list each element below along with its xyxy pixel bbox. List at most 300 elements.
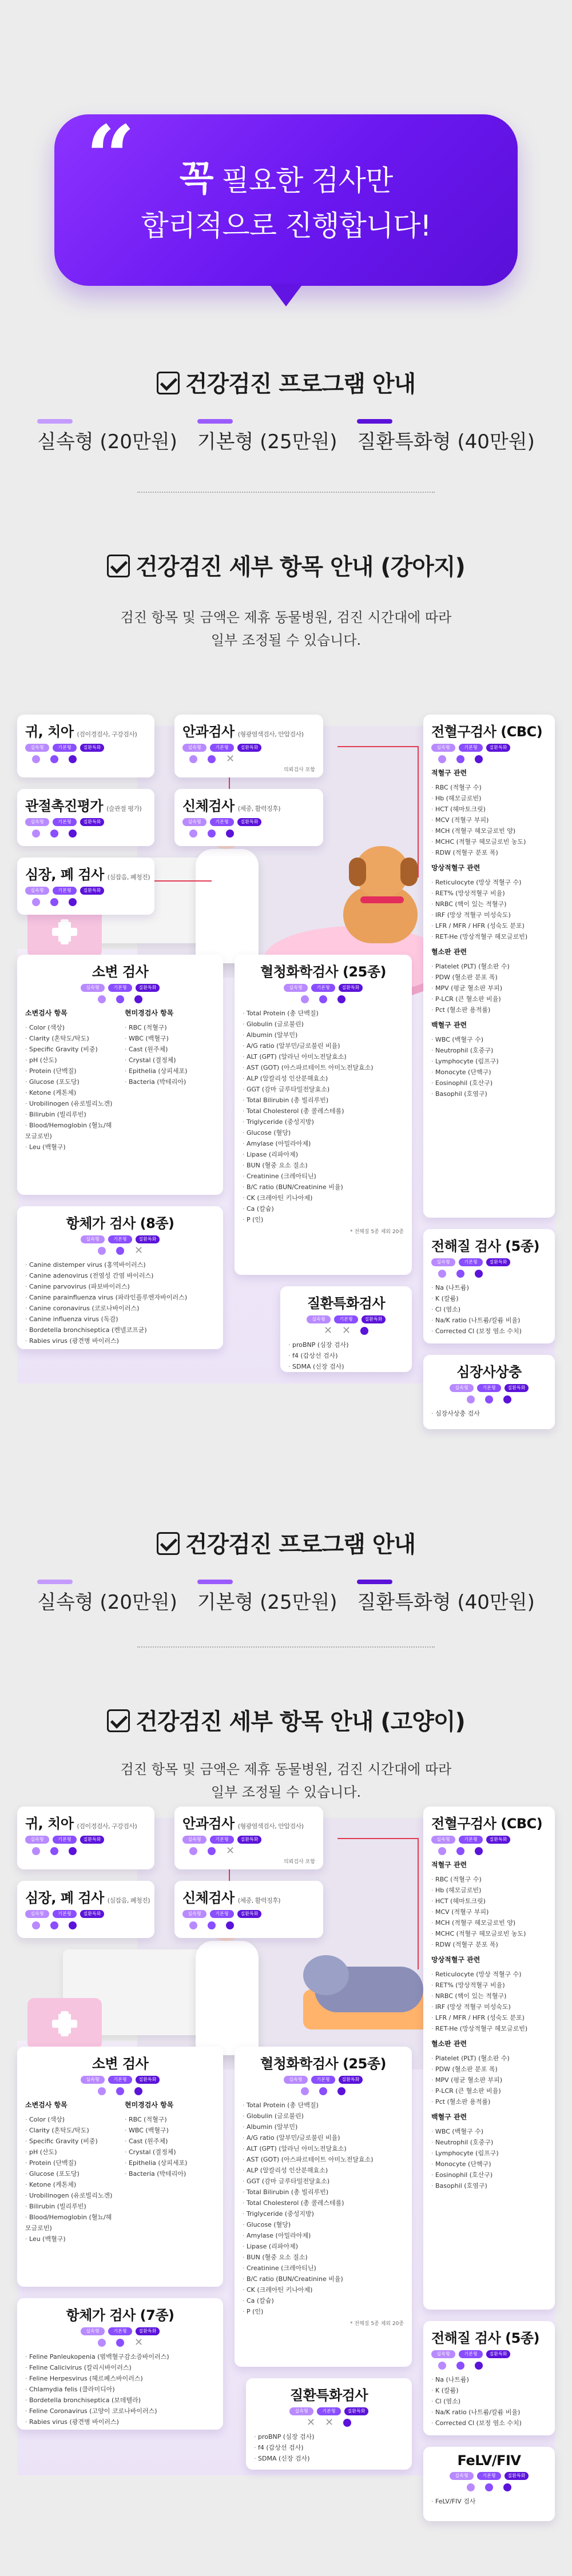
pill-special: 질환특화 (237, 1836, 261, 1844)
pill-special: 질환특화 (237, 818, 261, 826)
list-item: · Total Protein (총 단백질) (243, 2100, 404, 2111)
check-dot (226, 830, 234, 838)
list-item: · Feline Coronavirus (고양이 코로나바이러스) (25, 2406, 215, 2417)
list-item: · Na (나트륨) (431, 2374, 547, 2385)
pill-basic: 실속형 (182, 1910, 206, 1918)
checkbox-icon (107, 1709, 130, 1732)
list-item: · LFR / MFR / HFR (성숙도 분포) (431, 920, 547, 931)
list-item: · RET-He (망상적혈구 헤모글로빈) (431, 2023, 547, 2034)
card-antibody (17, 1206, 223, 1349)
check-dot (32, 830, 40, 838)
check-dot (208, 755, 216, 763)
pill-basic: 실속형 (25, 887, 49, 895)
pill-standard: 기본형 (210, 1910, 234, 1918)
list-item: · Neutrophil (호중구) (431, 2137, 547, 2148)
connector-line (418, 1838, 419, 1969)
optional-tag: 의뢰검사 포함 (283, 767, 315, 773)
pill-special: 질환특화 (136, 1235, 160, 1243)
checkbox-icon (157, 372, 180, 394)
list-item: · 심장사상충 검사 (431, 1408, 547, 1419)
check-dot (32, 1921, 40, 1929)
dog-subtitle (0, 606, 572, 652)
list-item: · NRBC (핵이 있는 적혈구) (431, 899, 547, 910)
check-dot (69, 898, 77, 906)
card-physical (174, 1881, 323, 1938)
list-item: · Bacteria (박테리아) (125, 2168, 215, 2179)
pill-standard: 기본형 (210, 1836, 234, 1844)
pill-special: 질환특화 (136, 2076, 160, 2084)
list-item: · Clarity (혼탁도/탁도) (25, 2125, 116, 2136)
dog-subtitle-2: 일부 조정될 수 있습니다. (210, 632, 362, 648)
list-item: · Glucose (혈당) (243, 1127, 404, 1138)
pill-standard: 기본형 (459, 744, 483, 752)
list-item: · AST (GOT) (아스파르테이트 아미노전달효소) (243, 2154, 404, 2165)
list-item: · RDW (적혈구 분포 폭) (431, 847, 547, 858)
cbc-group-wbc: 백혈구 관련 (431, 2113, 467, 2121)
list-item: · RBC (적혈구 수) (431, 1874, 547, 1885)
check-dot (503, 2483, 511, 2491)
list-item: · Cl (염소) (431, 1304, 547, 1315)
list-item: · Triglyceride (중성지방) (243, 1116, 404, 1127)
check-dot (475, 2362, 483, 2370)
list-item: · Canine coronavirus (코로나바이러스) (25, 1303, 215, 1314)
list-item: · Eosinophil (호산구) (431, 1078, 547, 1088)
list-item: · Total Bilirubin (총 빌리루빈) (243, 1095, 404, 1106)
card-title: 질환특화검사 (289, 2387, 368, 2403)
chemistry-list (243, 2100, 404, 2317)
list-item: · IRF (망상 적혈구 미성숙도) (431, 910, 547, 920)
check-dot (50, 1847, 58, 1855)
list-item: · Specific Gravity (비중) (25, 2136, 116, 2147)
cbc-plt-list (431, 2053, 547, 2107)
pill-standard: 기본형 (210, 818, 234, 826)
card-title: 심장사상충 (456, 1364, 522, 1380)
card-title: 혈청화학검사 (25종) (260, 964, 386, 980)
pill-special: 질환특화 (237, 1910, 261, 1918)
list-item: · Color (색상) (25, 2114, 116, 2125)
card-title: 전해질 검사 (5종) (431, 2330, 539, 2346)
card-cbc (423, 1807, 555, 2310)
cbc-group-plt: 혈소판 관련 (431, 948, 467, 956)
list-item: · Albumin (알부민) (243, 2122, 404, 2132)
list-item: · Canine adenovirus (전염성 간염 바이러스) (25, 1270, 215, 1281)
urine-group-left: 소변검사 항목 (25, 1009, 67, 1017)
list-item: · Epithelia (상피세포) (125, 1066, 215, 1076)
pill-basic: 실속형 (431, 2350, 455, 2358)
check-dot (301, 995, 309, 1003)
list-item: · Blood/Hemoglobin (혈뇨/헤모글로빈) (25, 2212, 116, 2234)
list-item: · Lipase (리파아제) (243, 1149, 404, 1160)
doctor-illustration (196, 849, 259, 963)
pill-special: 질환특화 (80, 744, 104, 752)
card-title: 전혈구검사 (CBC) (431, 724, 543, 740)
list-item: · A/G ratio (알부민/글로불린 비율) (243, 1040, 404, 1051)
card-cbc (423, 715, 555, 1218)
card-title: 귀, 치아 (25, 1816, 74, 1832)
card-title: 신체검사 (182, 798, 235, 814)
pill-standard: 기본형 (108, 1235, 132, 1243)
list-item: · Corrected Cl (보정 염소 수치) (431, 1326, 547, 1337)
card-title: 심장, 폐 검사 (25, 1890, 104, 1906)
list-item: · Na/K ratio (나트륨/칼륨 비율) (431, 1315, 547, 1326)
chemistry-note: * 전해질 5종 제외 20종 (350, 2321, 404, 2327)
list-item: · Urobilinogen (유로빌리노겐) (25, 1098, 116, 1109)
card-note: (형광염색검사, 안압검사) (237, 1823, 304, 1830)
card-special (246, 2378, 412, 2470)
divider (137, 492, 435, 493)
cbc-group-rbc: 적혈구 관련 (431, 1861, 467, 1869)
list-item: · B/C ratio (BUN/Creatinine 비율) (243, 2274, 404, 2284)
cbc-ret-list (431, 1969, 547, 2034)
list-item: · CK (크레아틴 키나아제) (243, 2284, 404, 2295)
cbc-plt-list (431, 961, 547, 1015)
card-note: (심잡음, 폐청진) (107, 874, 150, 881)
cbc-rbc-list (431, 782, 547, 858)
card-heartworm (423, 1355, 555, 1429)
list-item: · Total Cholesterol (총 콜레스테롤) (243, 2198, 404, 2208)
hero-line-1 (0, 150, 572, 201)
list-item: · NRBC (핵이 있는 적혈구) (431, 1991, 547, 2001)
list-item: · Glucose (포도당) (25, 1076, 116, 1087)
list-item: · Monocyte (단핵구) (431, 2159, 547, 2170)
quote-mark-icon: “ (86, 107, 136, 208)
list-item: · Lymphocyte (림프구) (431, 1056, 547, 1067)
list-item: · MPV (평균 혈소판 부피) (431, 983, 547, 994)
list-item: · PDW (혈소판 분포 폭) (431, 972, 547, 983)
check-dot (438, 1847, 446, 1855)
list-item: · MCHC (적혈구 헤모글로빈 농도) (431, 836, 547, 847)
list-item: · Epithelia (상피세포) (125, 2158, 215, 2168)
pill-special: 질환특화 (486, 1836, 510, 1844)
dog-subtitle-1: 검진 항목 및 금액은 제휴 동물병원, 검진 시간대에 따라 (120, 609, 452, 625)
pill-special: 질환특화 (486, 744, 510, 752)
list-item: · Na/K ratio (나트륨/칼륨 비율) (431, 2407, 547, 2418)
cat-section-title (0, 1704, 572, 1736)
list-item: · Total Bilirubin (총 빌리루빈) (243, 2187, 404, 2198)
list-item: · Basophil (호염구) (431, 1088, 547, 1099)
card-chemistry (235, 2047, 412, 2367)
pill-special: 질환특화 (80, 1836, 104, 1844)
list-item: · MCV (적혈구 부피) (431, 815, 547, 826)
card-title: 소변 검사 (92, 2056, 149, 2072)
pill-special: 질환특화 (362, 1315, 386, 1323)
check-dot (456, 755, 464, 763)
urine-group-left: 소변검사 항목 (25, 2101, 67, 2109)
card-note: (심잡음, 폐청진) (107, 1897, 150, 1904)
pill-standard: 기본형 (459, 1836, 483, 1844)
check-dot (360, 1327, 368, 1335)
check-dot (438, 755, 446, 763)
list-item: · ALT (GPT) (알라닌 아미노전달효소) (243, 1051, 404, 1062)
pill-special: 질환특화 (339, 2076, 363, 2084)
check-dot (189, 1921, 197, 1929)
list-item: · Bilirubin (빌리루빈) (25, 1109, 116, 1120)
list-item: · Platelet (PLT) (혈소판 수) (431, 2053, 547, 2064)
list-item: · RDW (적혈구 분포 폭) (431, 1939, 547, 1950)
heartworm-list (431, 1408, 547, 1419)
list-item: · Feline Herpesvirus (헤르페스바이러스) (25, 2373, 215, 2384)
card-special (280, 1286, 412, 1372)
pill-standard: 기본형 (459, 1258, 483, 1266)
card-title: 안과검사 (182, 1816, 235, 1832)
list-item: · Canine influenza virus (독감) (25, 1314, 215, 1325)
list-item: · Hb (헤모글로빈) (431, 793, 547, 804)
list-item: · Globulin (글로불린) (243, 2111, 404, 2122)
check-dot (208, 1847, 216, 1855)
dog-scene (17, 703, 555, 1504)
list-item: · WBC (백혈구 수) (431, 1034, 547, 1045)
pill-standard: 기본형 (334, 1315, 358, 1323)
card-title: 신체검사 (182, 1890, 235, 1906)
list-item: · Reticulocyte (망상 적혈구 수) (431, 1969, 547, 1980)
check-dot (226, 1921, 234, 1929)
pill-basic: 실속형 (284, 2076, 308, 2084)
program-special: 질환특화형 (40만원) (357, 426, 535, 454)
check-dot (189, 755, 197, 763)
pill-special: 질환특화 (136, 2327, 160, 2335)
check-dot (98, 1247, 106, 1255)
electrolyte-list (431, 1282, 547, 1337)
card-joint (17, 789, 154, 846)
list-item: · B/C ratio (BUN/Creatinine 비율) (243, 1182, 404, 1193)
list-item: · Bacteria (박테리아) (125, 1076, 215, 1087)
pill-special: 질환특화 (80, 1910, 104, 1918)
doctor-illustration (196, 1941, 259, 2055)
card-heart-lung (17, 1881, 154, 1938)
checkbox-icon (107, 555, 130, 577)
cat-subtitle-1: 검진 항목 및 금액은 제휴 동물병원, 검진 시간대에 따라 (120, 1761, 452, 1777)
list-item: · RBC (적혈구) (125, 2114, 215, 2125)
cross-icon: ✕ (134, 2336, 144, 2348)
list-item: · Total Cholesterol (총 콜레스테롤) (243, 1106, 404, 1116)
pill-standard: 기본형 (53, 887, 77, 895)
cross-icon: ✕ (307, 2417, 316, 2429)
pill-special: 질환특화 (237, 744, 261, 752)
list-item: · Lipase (리파아제) (243, 2241, 404, 2252)
program-list-2 (0, 1586, 572, 1614)
card-electrolyte (423, 2321, 555, 2435)
pill-basic: 실속형 (182, 818, 206, 826)
list-item: · WBC (백혈구) (125, 2125, 215, 2136)
list-item: · Canine parvovirus (파보바이러스) (25, 1281, 215, 1292)
card-title: 혈청화학검사 (25종) (260, 2056, 386, 2072)
pill-basic: 실속형 (284, 984, 308, 992)
card-urine (17, 2047, 223, 2287)
pill-special: 질환특화 (486, 2350, 510, 2358)
check-dot (456, 1847, 464, 1855)
check-dot (50, 898, 58, 906)
card-title: 안과검사 (182, 724, 235, 740)
list-item: · Feline Panleukopenia (범백혈구감소증바이러스) (25, 2351, 215, 2362)
pill-special: 질환특화 (505, 2472, 529, 2480)
list-item: · IRF (망상 적혈구 미성숙도) (431, 2001, 547, 2012)
list-item: · Color (색상) (25, 1022, 116, 1033)
check-dot (337, 2087, 345, 2095)
list-item: · Reticulocyte (망상 적혈구 수) (431, 877, 547, 888)
cbc-group-plt: 혈소판 관련 (431, 2040, 467, 2048)
pill-standard: 기본형 (108, 2076, 132, 2084)
pill-basic: 실속형 (81, 2076, 105, 2084)
cross-icon: ✕ (342, 1325, 351, 1337)
pill-basic: 실속형 (25, 818, 49, 826)
check-dot (337, 995, 345, 1003)
pill-standard: 기본형 (477, 1384, 501, 1392)
list-item: · Na (나트륨) (431, 1282, 547, 1293)
list-item: · Cast (원주체) (125, 2136, 215, 2147)
check-dot (485, 1395, 493, 1403)
cbc-group-rbc: 적혈구 관련 (431, 769, 467, 777)
pill-basic: 실속형 (307, 1315, 331, 1323)
list-item: · Clarity (혼탁도/탁도) (25, 1033, 116, 1044)
list-item: · Neutrophil (호중구) (431, 1045, 547, 1056)
list-item: · WBC (백혈구) (125, 1033, 215, 1044)
cat-scene (17, 1795, 555, 2576)
urine-left-list (25, 2114, 116, 2244)
optional-tag: 의뢰검사 포함 (283, 1859, 315, 1865)
pill-standard: 기본형 (311, 2076, 335, 2084)
list-item: · RET% (망상적혈구 비율) (431, 1980, 547, 1991)
pill-basic: 실속형 (81, 2327, 105, 2335)
check-dot (456, 2362, 464, 2370)
urine-group-right: 현미경검사 항목 (125, 2101, 174, 2109)
card-title: 항체가 검사 (7종) (66, 2307, 174, 2323)
card-felv-fiv (423, 2447, 555, 2521)
list-item: · pH (산도) (25, 2147, 116, 2158)
list-item: · Ketone (케톤체) (25, 2179, 116, 2190)
pill-special: 질환특화 (339, 984, 363, 992)
medical-cross-icon (51, 2011, 78, 2036)
check-dot (467, 2483, 475, 2491)
list-item: · Canine distemper virus (홍역바이러스) (25, 1259, 215, 1270)
pill-basic: 실속형 (25, 1836, 49, 1844)
program-list-1 (0, 426, 572, 454)
list-item: · Albumin (알부민) (243, 1030, 404, 1040)
check-dot (98, 2087, 106, 2095)
list-item: · Crystal (결정체) (125, 1055, 215, 1066)
list-item: · RET% (망상적혈구 비율) (431, 888, 547, 899)
list-item: · MCHC (적혈구 헤모글로빈 농도) (431, 1928, 547, 1939)
hero-line-2: 합리적으로 진행합니다! (141, 209, 431, 242)
card-chemistry (235, 955, 412, 1275)
check-dot (319, 995, 327, 1003)
chemistry-list (243, 1008, 404, 1225)
check-dot (485, 2483, 493, 2491)
check-dot (69, 830, 77, 838)
check-dot (134, 995, 142, 1003)
pill-basic: 실속형 (25, 1910, 49, 1918)
list-item: · Rabies virus (광견병 바이러스) (25, 1335, 215, 1346)
check-dot (456, 1270, 464, 1278)
list-item: · AST (GOT) (아스파르테이트 아미노전달효소) (243, 1062, 404, 1073)
list-item: · Leu (백혈구) (25, 2234, 116, 2244)
cross-icon: ✕ (325, 2417, 334, 2429)
list-item: · P (인) (243, 2306, 404, 2317)
card-title: 귀, 치아 (25, 724, 74, 740)
pill-basic: 실속형 (25, 744, 49, 752)
list-item: · Hb (헤모글로빈) (431, 1885, 547, 1896)
list-item: · Protein (단백질) (25, 1066, 116, 1076)
list-item: · P-LCR (큰 혈소판 비율) (431, 994, 547, 1004)
cat-subtitle-2: 일부 조정될 수 있습니다. (210, 1784, 362, 1800)
check-dot (50, 755, 58, 763)
list-item: · Rabies virus (광견병 바이러스) (25, 2417, 215, 2427)
list-item: · RBC (적혈구) (125, 1022, 215, 1033)
check-dot (438, 1270, 446, 1278)
cross-icon: ✕ (226, 753, 235, 765)
cbc-group-ret: 망상적혈구 관련 (431, 864, 480, 872)
electrolyte-list (431, 2374, 547, 2429)
list-item: · f4 (갑상선 검사) (288, 1350, 404, 1361)
list-item: · Specific Gravity (비중) (25, 1044, 116, 1055)
list-item: · PDW (혈소판 분포 폭) (431, 2064, 547, 2075)
list-item: · Glucose (포도당) (25, 2168, 116, 2179)
list-item: · ALP (알칼리성 인산분해효소) (243, 1073, 404, 1084)
list-item: · Triglyceride (중성지방) (243, 2208, 404, 2219)
pill-basic: 실속형 (81, 984, 105, 992)
card-ophthalmology (174, 715, 323, 777)
connector-line (418, 746, 419, 878)
list-item: · Pct (혈소판 용적률) (431, 2096, 547, 2107)
chemistry-note: * 전해질 5종 제외 20종 (350, 1229, 404, 1235)
checkbox-icon (157, 1532, 180, 1555)
list-item: · Glucose (혈당) (243, 2219, 404, 2230)
list-item: · proBNP (심장 검사) (254, 2431, 404, 2442)
cross-icon: ✕ (226, 1845, 235, 1857)
card-title: 심장, 폐 검사 (25, 867, 104, 883)
check-dot (32, 755, 40, 763)
list-item: · Total Protein (총 단백질) (243, 1008, 404, 1019)
program-title-text: 건강검진 프로그램 안내 (185, 1532, 416, 1558)
list-item: · Blood/Hemoglobin (혈뇨/헤모글로빈) (25, 1120, 116, 1142)
pill-standard: 기본형 (459, 2350, 483, 2358)
program-title-2 (0, 1526, 572, 1559)
card-ear-teeth (17, 1807, 154, 1869)
card-note: (체중, 활력징후) (237, 1897, 281, 1904)
list-item: · Bordetella bronchiseptica (켄넬코프균) (25, 1325, 215, 1335)
list-item: · Bordetella bronchiseptica (보데텔라) (25, 2395, 215, 2406)
card-title: 전해질 검사 (5종) (431, 1238, 539, 1254)
card-urine (17, 955, 223, 1195)
list-item: · Lymphocyte (림프구) (431, 2148, 547, 2159)
special-list (288, 1339, 404, 1372)
check-dot (69, 755, 77, 763)
card-ophthalmology (174, 1807, 323, 1869)
list-item: · Ca (칼슘) (243, 1203, 404, 1214)
pill-special: 질환특화 (505, 1384, 529, 1392)
cbc-rbc-list (431, 1874, 547, 1950)
hero-bubble-tail (269, 284, 303, 306)
list-item: · ALP (알칼리성 인산분해효소) (243, 2165, 404, 2176)
pill-basic: 실속형 (182, 1836, 206, 1844)
connector-line (337, 746, 418, 747)
pill-special: 질환특화 (344, 2407, 368, 2415)
list-item: · Cast (원주체) (125, 1044, 215, 1055)
medical-cross-icon (51, 919, 78, 944)
check-dot (134, 2087, 142, 2095)
card-title: 전혈구검사 (CBC) (431, 1816, 543, 1832)
list-item: · Urobilinogen (유로빌리노겐) (25, 2190, 116, 2201)
check-dot (503, 1395, 511, 1403)
pill-standard: 기본형 (311, 984, 335, 992)
list-item: · Canine parainfluenza virus (파라인플루엔자바이러스) (25, 1292, 215, 1303)
check-dot (32, 898, 40, 906)
divider (137, 1646, 435, 1648)
list-item: · Amylase (아밀라아제) (243, 1138, 404, 1149)
check-dot (208, 830, 216, 838)
pill-special: 질환특화 (80, 818, 104, 826)
card-physical (174, 789, 323, 846)
list-item: · WBC (백혈구 수) (431, 2126, 547, 2137)
